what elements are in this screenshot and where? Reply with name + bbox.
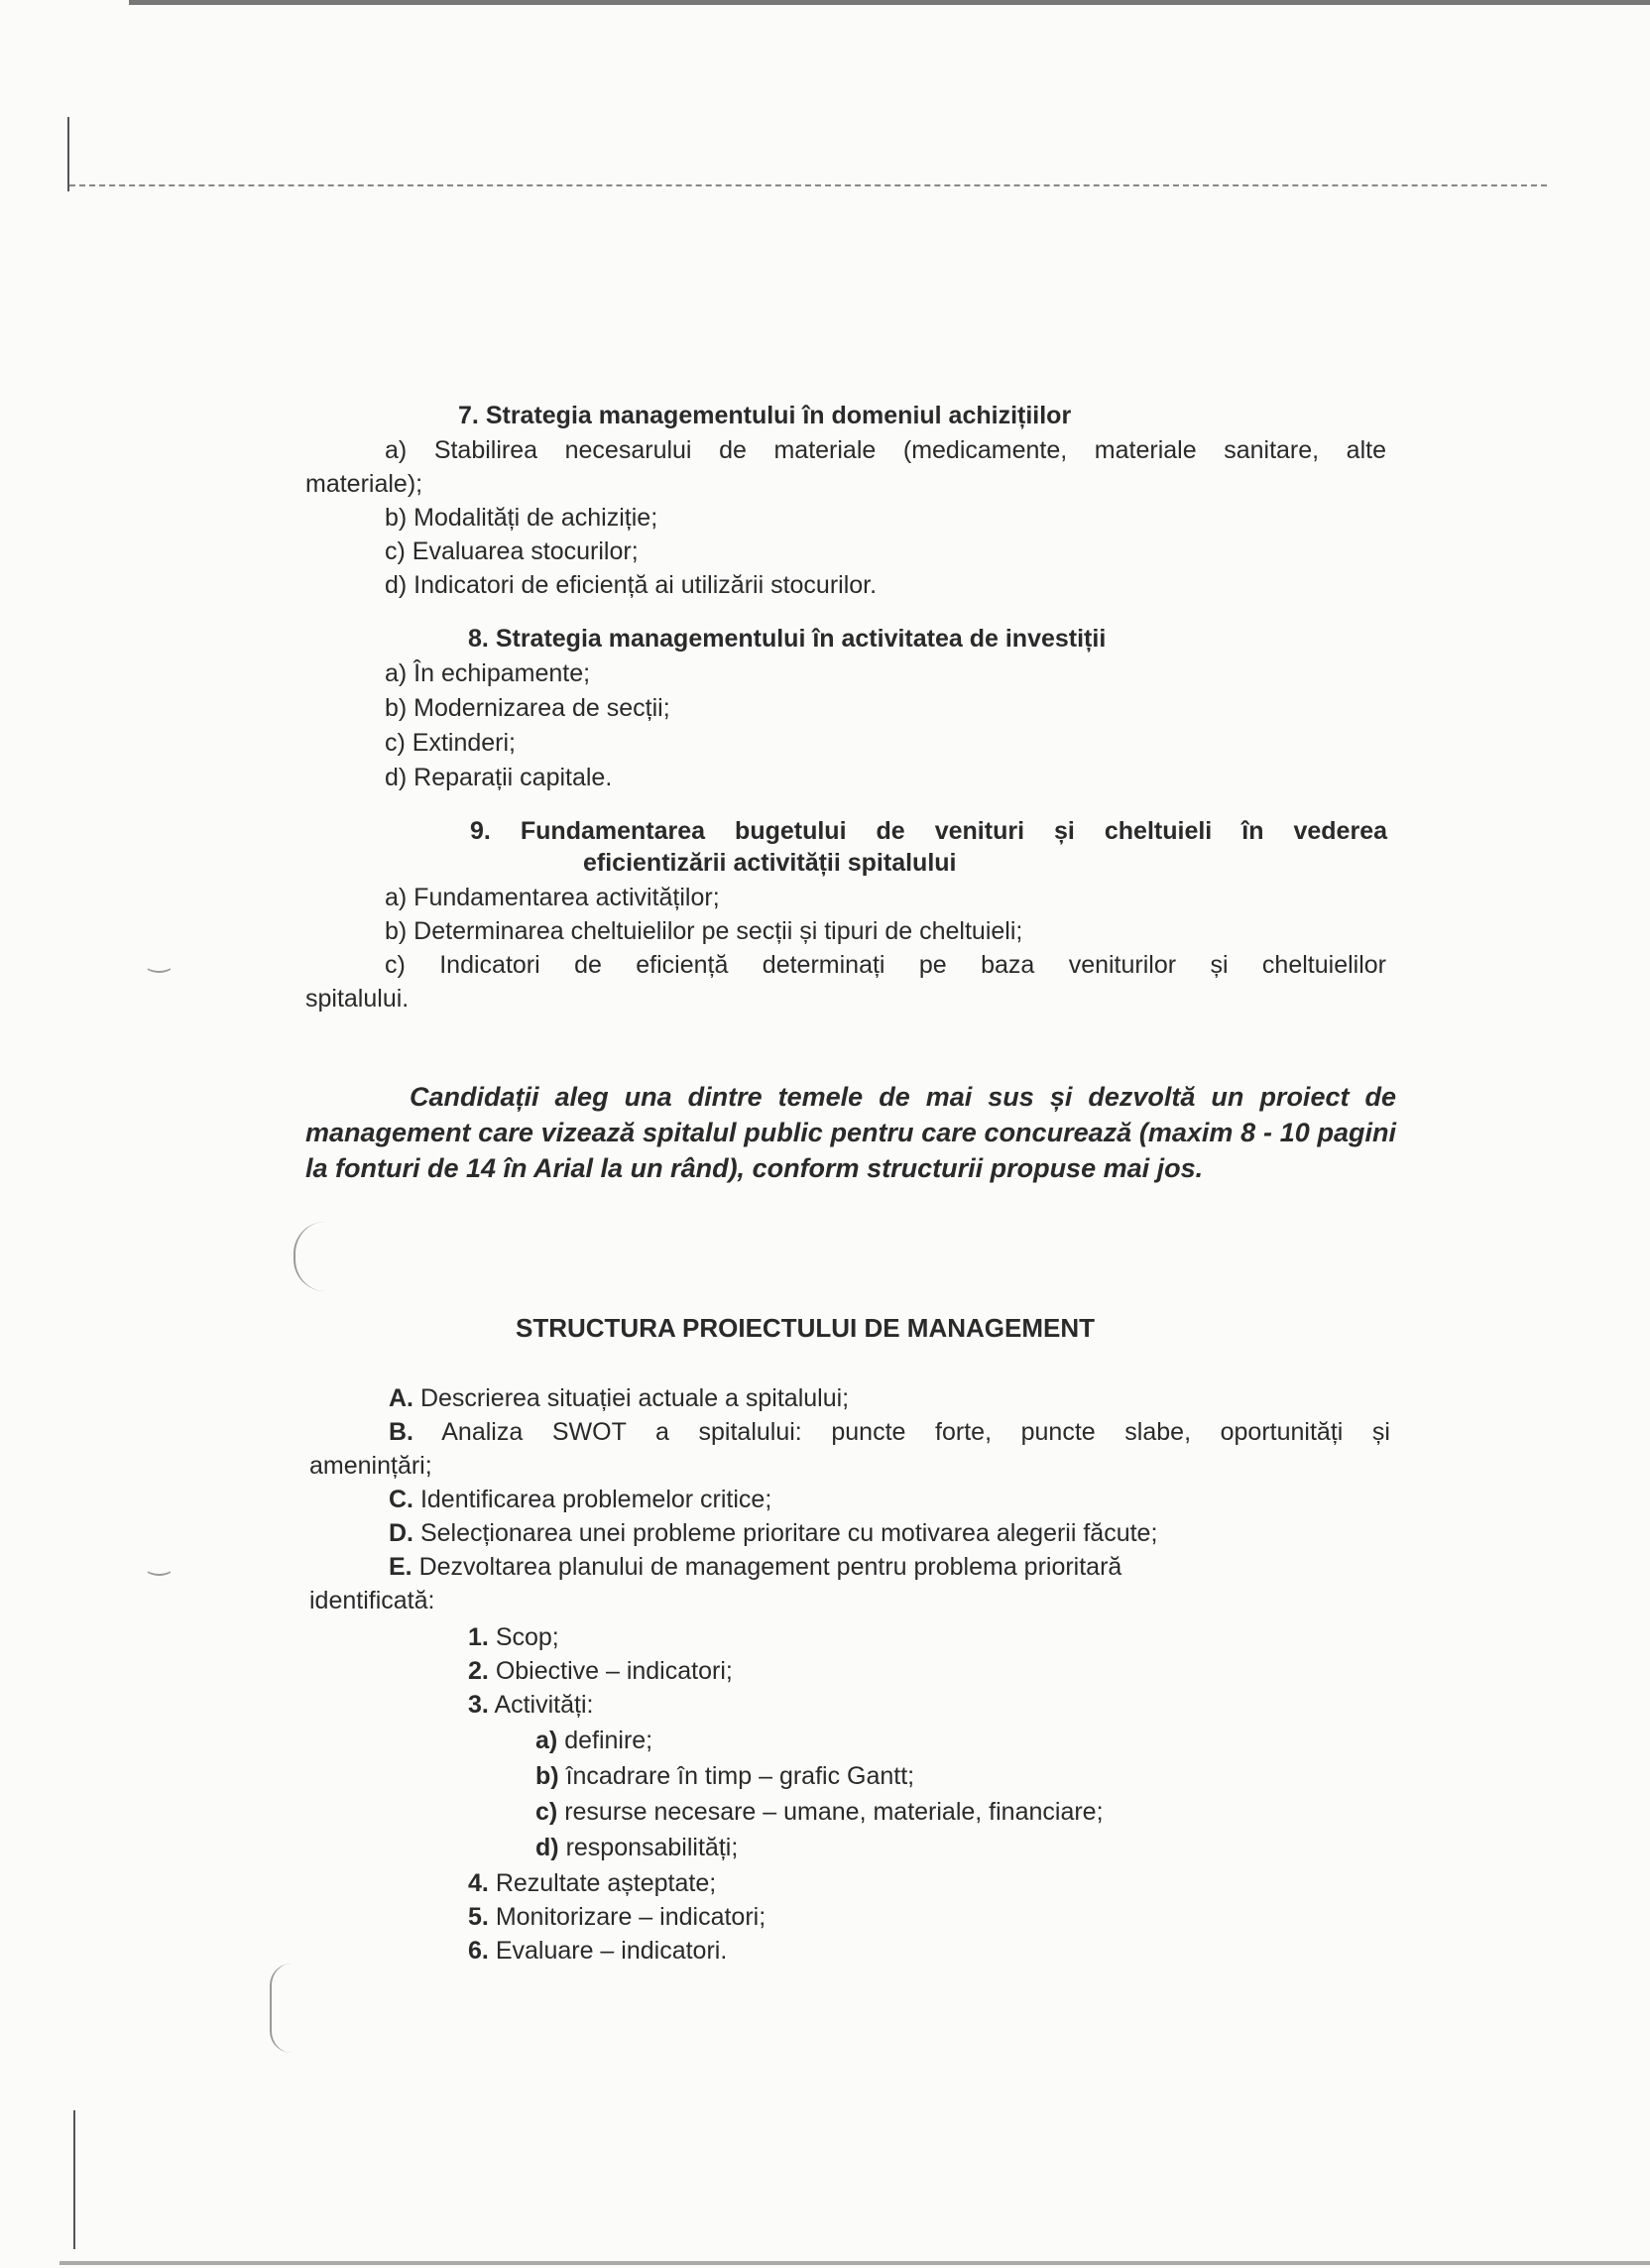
structure-title: STRUCTURA PROIECTULUI DE MANAGEMENT (516, 1313, 1096, 1343)
section-7-item-a-cont: materiale); (305, 470, 423, 498)
margin-pencil-mark (294, 1222, 325, 1291)
instructions-note: Candidații aleg una dintre temele de mai sus și dezvoltă un proiect de management care vizează spitalul public pentru care concurează (maxim 8 - 10 pagini la fonturi de 14 în Arial la un rând), conform structurii propuse mai jos. (305, 1082, 1396, 1183)
activity-sub-b: b) încadrare în timp – grafic Gantt; (535, 1762, 915, 1790)
margin-pencil-mark-bottom (270, 1964, 292, 2053)
activity-sub-a: a) definire; (535, 1727, 653, 1754)
section-9-item-c-cont: spitalului. (305, 985, 410, 1013)
plan-item-4: 4. Rezultate așteptate; (468, 1869, 717, 1897)
plan-item-2: 2. Obiective – indicatori; (468, 1657, 733, 1685)
section-8-item-c: c) Extinderi; (385, 729, 516, 757)
structure-item-B-cont: amenințări; (309, 1452, 432, 1480)
scan-bottom-edge (59, 2261, 1650, 2265)
section-8-heading: 8. Strategia managementului în activitatea de investiții (468, 625, 1107, 653)
section-9-heading: 9. Fundamentarea bugetului de venituri și cheltuieli în vederea (470, 817, 1387, 845)
structure-item-B: B. Analiza SWOT a spitalului: puncte forte, puncte slabe, oportunități și (389, 1418, 1390, 1446)
activity-sub-d: d) responsabilități; (535, 1834, 739, 1861)
section-8-item-d: d) Reparații capitale. (385, 764, 613, 791)
structure-item-A: A. Descrierea situației actuale a spitalului; (389, 1384, 850, 1412)
margin-tick-mark-2: ‿ (149, 1547, 170, 1577)
scan-dashed-line (69, 184, 1547, 186)
plan-item-3: 3. Activități: (468, 1691, 594, 1719)
section-7-heading: 7. Strategia managementului în domeniul achizițiilor (458, 402, 1072, 429)
structure-item-E-cont: identificată: (309, 1587, 435, 1614)
section-7-item-c: c) Evaluarea stocurilor; (385, 537, 639, 565)
activity-sub-c: c) resurse necesare – umane, materiale, financiare; (535, 1798, 1104, 1826)
section-9-item-a: a) Fundamentarea activităților; (385, 884, 720, 911)
structure-item-D: D. Selecționarea unei probleme prioritare cu motivarea alegerii făcute; (389, 1519, 1158, 1547)
section-7-item-a: a) Stabilirea necesarului de materiale (medicamente, materiale sanitare, alte (385, 436, 1386, 464)
section-8-item-b: b) Modernizarea de secții; (385, 694, 670, 722)
section-8-item-a: a) În echipamente; (385, 659, 591, 687)
margin-tick-mark: ‿ (149, 944, 170, 974)
section-9-heading-cont: eficientizării activității spitalului (583, 849, 957, 877)
structure-item-E: E. Dezvoltarea planului de management pentru problema prioritară (389, 1553, 1122, 1581)
scan-left-mark-bottom (73, 2110, 75, 2249)
plan-item-6: 6. Evaluare – indicatori. (468, 1937, 728, 1965)
section-7-item-d: d) Indicatori de eficiență ai utilizării stocurilor. (385, 571, 878, 599)
plan-item-5: 5. Monitorizare – indicatori; (468, 1903, 766, 1931)
section-9-item-c: c) Indicatori de eficiență determinați pe baza veniturilor și cheltuielilor (385, 951, 1386, 979)
section-7-item-b: b) Modalități de achiziție; (385, 504, 658, 532)
section-9-item-b: b) Determinarea cheltuielilor pe secții și tipuri de cheltuieli; (385, 917, 1023, 945)
scan-left-mark (67, 117, 69, 191)
structure-item-C: C. Identificarea problemelor critice; (389, 1486, 772, 1513)
scan-top-edge (129, 0, 1650, 5)
plan-item-1: 1. Scop; (468, 1623, 559, 1651)
